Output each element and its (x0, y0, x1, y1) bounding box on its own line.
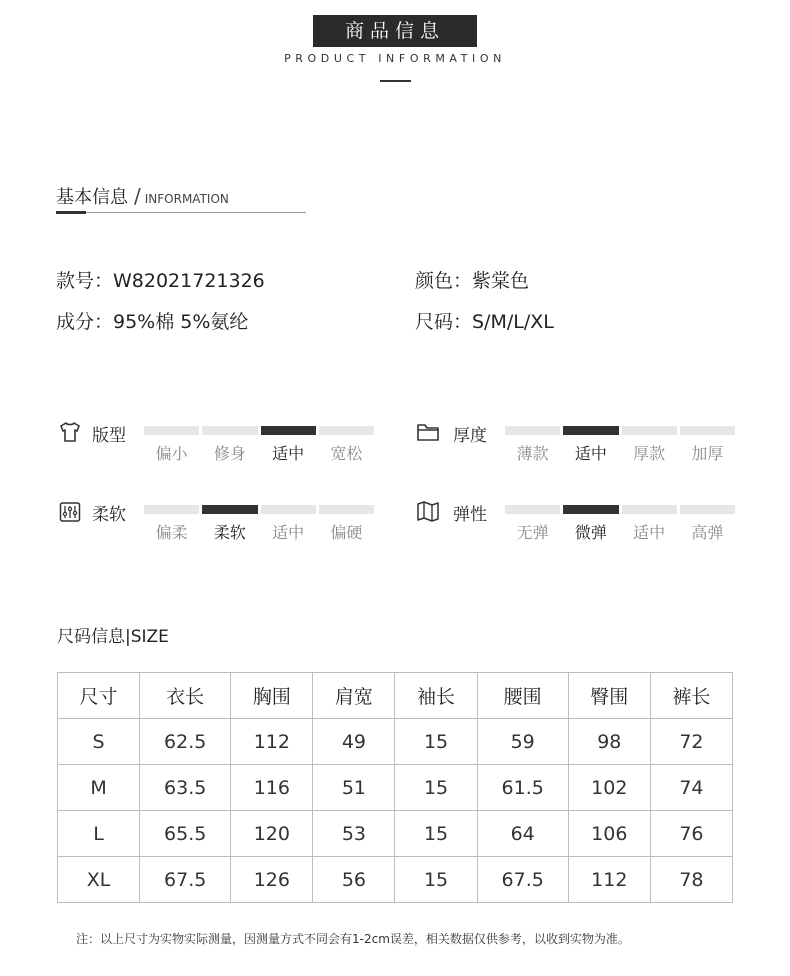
model-number: 款号：W82021721326 (56, 270, 265, 292)
elasticity-option: 无弹 (516, 523, 549, 542)
table-cell: 63.5 (140, 765, 231, 811)
folder-icon (416, 420, 440, 444)
table-cell: 49 (313, 719, 395, 765)
header-hip: 臀围 (568, 673, 650, 719)
softness-option: 适中 (272, 523, 305, 542)
fit-bar (144, 426, 199, 435)
size-table (57, 672, 733, 903)
size-info-title: 尺码信息|SIZE (57, 627, 169, 647)
header-waist: 腰围 (477, 673, 568, 719)
thickness-option: 薄款 (516, 444, 549, 463)
thickness-bar (505, 426, 560, 435)
section-underline-accent (56, 211, 86, 214)
measurement-note: 注：以上尺寸为实物实际测量，因测量方式不同会有1-2cm误差，相关数据仅供参考，以收到实物为准。 (76, 932, 630, 946)
size-table-header (58, 673, 733, 719)
product-info-subtitle: PRODUCT INFORMATION (284, 52, 506, 65)
basic-info-heading (56, 183, 229, 209)
fit-option: 偏小 (155, 444, 188, 463)
header-chest: 胸围 (231, 673, 313, 719)
table-cell: 78 (650, 857, 732, 903)
basic-info-title-en: INFORMATION (144, 192, 229, 206)
product-material: 成分：95%棉 5%氨纶 (56, 311, 249, 333)
softness-bar (202, 505, 257, 514)
fit-bar (319, 426, 374, 435)
header-pants-length: 裤长 (650, 673, 732, 719)
product-info-title: 商品信息 (313, 15, 477, 47)
fit-option: 宽松 (330, 444, 363, 463)
table-cell: 106 (568, 811, 650, 857)
table-cell: 61.5 (477, 765, 568, 811)
basic-info-title: 基本信息 (56, 187, 128, 208)
table-cell: 62.5 (140, 719, 231, 765)
table-cell: 65.5 (140, 811, 231, 857)
table-cell: 76 (650, 811, 732, 857)
tshirt-icon (58, 420, 82, 444)
header-length: 衣长 (140, 673, 231, 719)
elasticity-option: 适中 (633, 523, 666, 542)
map-icon (416, 499, 440, 523)
header-shoulder: 肩宽 (313, 673, 395, 719)
product-color: 颜色：紫棠色 (415, 270, 530, 292)
fit-option: 适中 (272, 444, 305, 463)
table-cell: 53 (313, 811, 395, 857)
softness-option: 偏柔 (155, 523, 188, 542)
table-cell: 64 (477, 811, 568, 857)
table-row (58, 765, 733, 811)
table-cell: 59 (477, 719, 568, 765)
product-sizes: 尺码：S/M/L/XL (415, 311, 554, 333)
elasticity-option: 高弹 (691, 523, 724, 542)
fit-bar (202, 426, 257, 435)
table-row (58, 857, 733, 903)
table-cell: 15 (395, 857, 477, 903)
table-cell: 112 (568, 857, 650, 903)
elasticity-scale (505, 505, 735, 543)
table-cell: 72 (650, 719, 732, 765)
thickness-option: 加厚 (691, 444, 724, 463)
attr-label-elasticity: 弹性 (453, 505, 487, 525)
table-cell: S (58, 719, 140, 765)
thickness-bar (563, 426, 618, 435)
sliders-icon (58, 500, 82, 524)
fit-bar (261, 426, 316, 435)
softness-bar (261, 505, 316, 514)
elasticity-bar (563, 505, 618, 514)
table-cell: 120 (231, 811, 313, 857)
table-cell: 67.5 (477, 857, 568, 903)
table-cell: 98 (568, 719, 650, 765)
section-underline (56, 212, 306, 213)
thickness-option: 适中 (574, 444, 607, 463)
softness-bar (319, 505, 374, 514)
table-cell: 126 (231, 857, 313, 903)
table-cell: 51 (313, 765, 395, 811)
thickness-bar (622, 426, 677, 435)
table-cell: 102 (568, 765, 650, 811)
table-cell: XL (58, 857, 140, 903)
header-size: 尺寸 (58, 673, 140, 719)
table-cell: M (58, 765, 140, 811)
fit-scale (144, 426, 374, 464)
thickness-option: 厚款 (633, 444, 666, 463)
table-cell: 116 (231, 765, 313, 811)
table-cell: 67.5 (140, 857, 231, 903)
softness-option: 偏硬 (330, 523, 363, 542)
table-cell: 15 (395, 719, 477, 765)
elasticity-bar (622, 505, 677, 514)
table-cell: 15 (395, 765, 477, 811)
table-cell: L (58, 811, 140, 857)
attr-label-thickness: 厚度 (453, 426, 487, 446)
elasticity-bar (505, 505, 560, 514)
table-cell: 15 (395, 811, 477, 857)
table-cell: 112 (231, 719, 313, 765)
table-row (58, 811, 733, 857)
table-cell: 74 (650, 765, 732, 811)
thickness-scale (505, 426, 735, 464)
header-divider (380, 80, 411, 82)
thickness-bar (680, 426, 735, 435)
header-sleeve: 袖长 (395, 673, 477, 719)
softness-option: 柔软 (213, 523, 246, 542)
elasticity-option: 微弹 (574, 523, 607, 542)
attr-label-softness: 柔软 (92, 505, 126, 525)
attr-label-fit: 版型 (92, 426, 126, 446)
elasticity-bar (680, 505, 735, 514)
table-cell: 56 (313, 857, 395, 903)
softness-bar (144, 505, 199, 514)
table-row (58, 719, 733, 765)
fit-option: 修身 (213, 444, 246, 463)
softness-scale (144, 505, 374, 543)
heading-slash: / (134, 184, 141, 208)
